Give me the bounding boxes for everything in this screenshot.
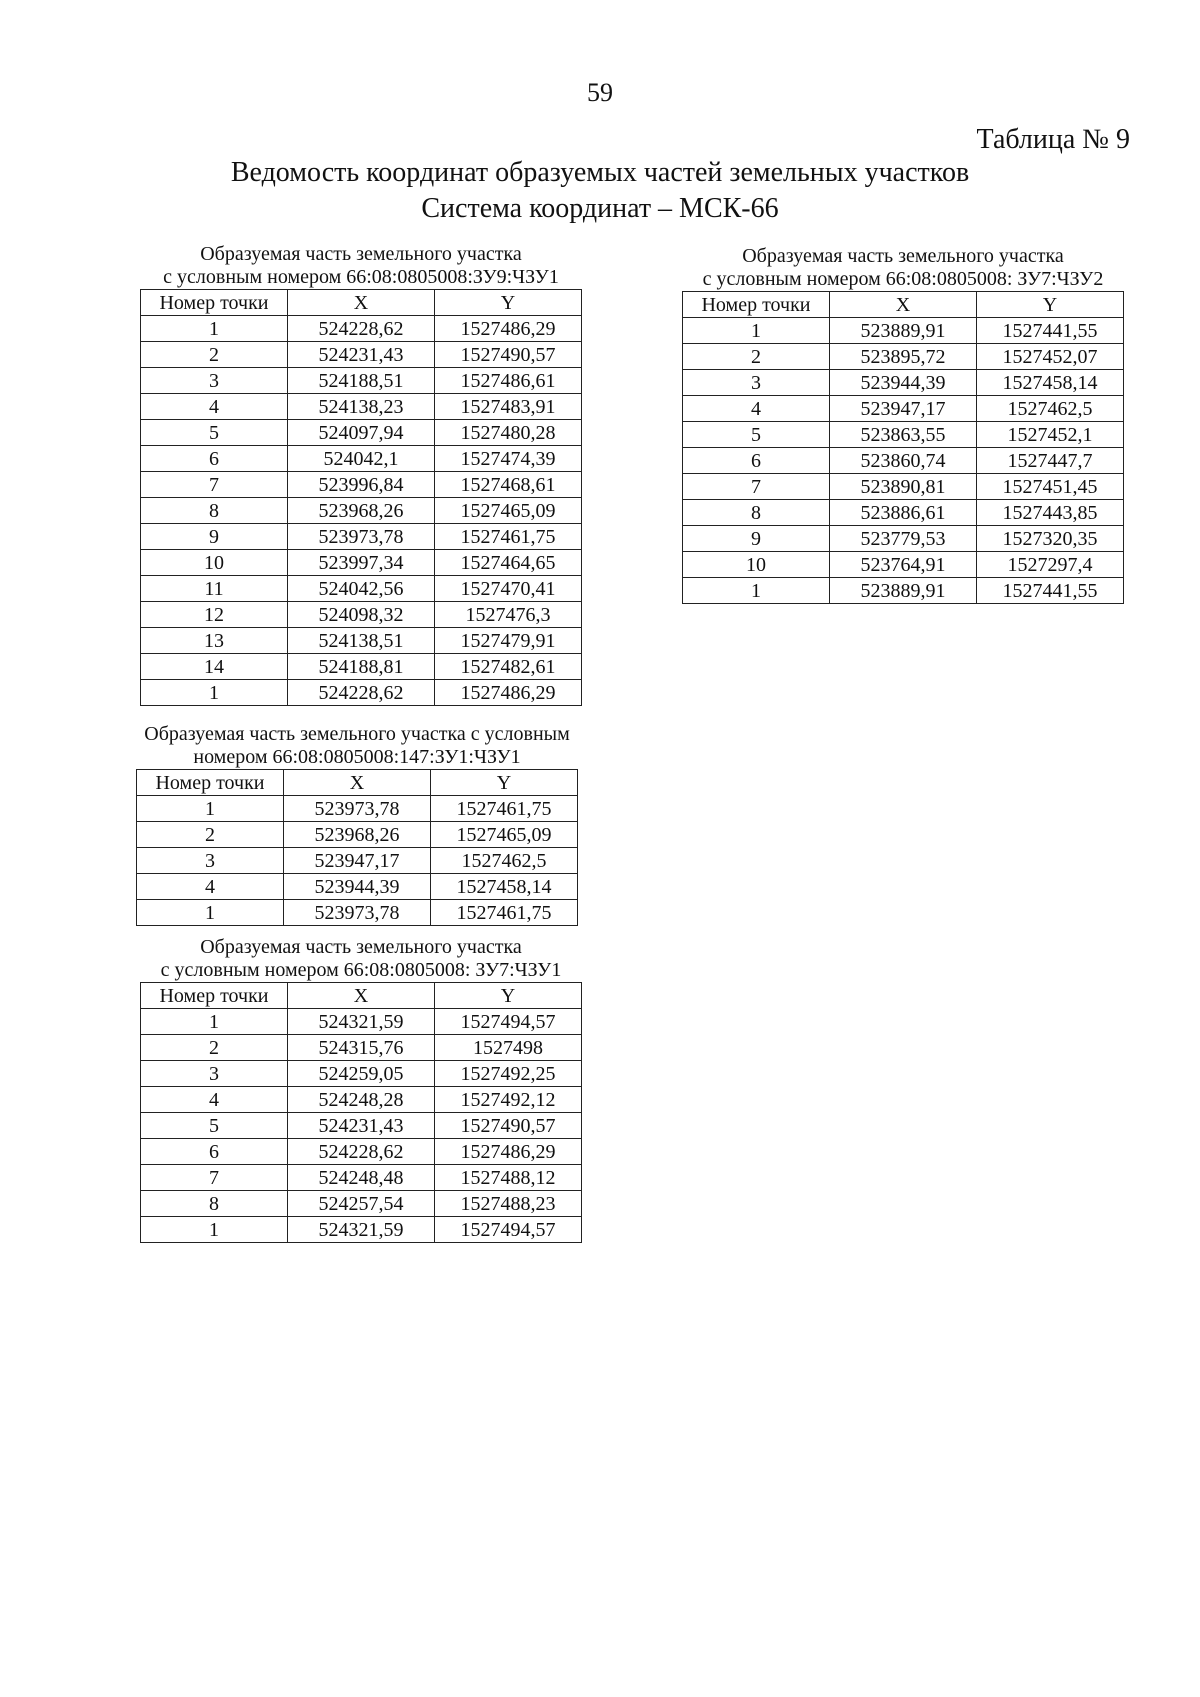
coordinate-block-4 [140,936,582,1243]
point-number-cell: 2 [683,344,830,370]
table-header-row [141,290,582,316]
point-number-cell: 6 [141,1139,288,1165]
page-number: 59 [587,78,613,107]
table-row [137,822,578,848]
coordinate-table-4 [140,982,582,1243]
point-number-cell: 7 [683,474,830,500]
table-row [141,1113,582,1139]
coordinate-block-1 [140,243,582,706]
table-row [141,654,582,680]
x-coordinate-cell: 524228,62 [288,680,435,706]
point-number-cell: 2 [141,1035,288,1061]
y-coordinate-cell: 1527320,35 [977,526,1124,552]
header-y: Y [435,290,582,316]
x-coordinate-cell: 524042,56 [288,576,435,602]
block-3-caption [136,723,578,769]
table-row [141,1217,582,1243]
y-coordinate-cell: 1527492,25 [435,1061,582,1087]
point-number-cell: 1 [141,680,288,706]
y-coordinate-cell: 1527488,23 [435,1191,582,1217]
table-row [141,1009,582,1035]
y-coordinate-cell: 1527468,61 [435,472,582,498]
point-number-cell: 1 [137,796,284,822]
y-coordinate-cell: 1527465,09 [431,822,578,848]
header-x: X [288,290,435,316]
x-coordinate-cell: 523944,39 [284,874,431,900]
table-row [141,420,582,446]
header-y: Y [435,983,582,1009]
table-row [683,448,1124,474]
point-number-cell: 14 [141,654,288,680]
caption-line-1: Образуемая часть земельного участка с условным [144,723,570,745]
header-y: Y [977,292,1124,318]
table-row [141,576,582,602]
table-header-row [137,770,578,796]
block-2-caption [682,245,1124,291]
y-coordinate-cell: 1527486,29 [435,1139,582,1165]
header-x: X [284,770,431,796]
point-number-cell: 6 [141,446,288,472]
table-row [141,602,582,628]
table-row [683,344,1124,370]
x-coordinate-cell: 524188,51 [288,368,435,394]
x-coordinate-cell: 523947,17 [284,848,431,874]
y-coordinate-cell: 1527486,61 [435,368,582,394]
point-number-cell: 8 [683,500,830,526]
y-coordinate-cell: 1527441,55 [977,578,1124,604]
point-number-cell: 1 [137,900,284,926]
point-number-cell: 7 [141,472,288,498]
x-coordinate-cell: 524231,43 [288,342,435,368]
table-header-row [683,292,1124,318]
x-coordinate-cell: 523968,26 [288,498,435,524]
table-row [683,370,1124,396]
coordinate-table-2 [682,291,1124,604]
table-header-row [141,983,582,1009]
y-coordinate-cell: 1527480,28 [435,420,582,446]
point-number-cell: 1 [683,318,830,344]
y-coordinate-cell: 1527488,12 [435,1165,582,1191]
x-coordinate-cell: 523996,84 [288,472,435,498]
y-coordinate-cell: 1527447,7 [977,448,1124,474]
x-coordinate-cell: 524231,43 [288,1113,435,1139]
y-coordinate-cell: 1527462,5 [431,848,578,874]
x-coordinate-cell: 523779,53 [830,526,977,552]
x-coordinate-cell: 524321,59 [288,1009,435,1035]
table-row [141,1139,582,1165]
y-coordinate-cell: 1527462,5 [977,396,1124,422]
header-point-number: Номер точки [137,770,284,796]
title-line-1: Ведомость координат образуемых частей земельных участков [230,157,970,188]
point-number-cell: 3 [683,370,830,396]
x-coordinate-cell: 523764,91 [830,552,977,578]
point-number-cell: 9 [141,524,288,550]
x-coordinate-cell: 524259,05 [288,1061,435,1087]
y-coordinate-cell: 1527458,14 [977,370,1124,396]
header-x: X [288,983,435,1009]
x-coordinate-cell: 524228,62 [288,316,435,342]
point-number-cell: 2 [141,342,288,368]
caption-line-1: Образуемая часть земельного участка [742,245,1064,267]
table-label: Таблица № 9 [976,124,1130,155]
point-number-cell: 3 [141,368,288,394]
point-number-cell: 4 [141,1087,288,1113]
point-number-cell: 5 [683,422,830,448]
table-row [683,422,1124,448]
point-number-cell: 1 [141,1217,288,1243]
y-coordinate-cell: 1527465,09 [435,498,582,524]
x-coordinate-cell: 524097,94 [288,420,435,446]
caption-line-2: с условным номером 66:08:0805008: ЗУ7:ЧЗУ2 [702,268,1104,290]
y-coordinate-cell: 1527490,57 [435,1113,582,1139]
point-number-cell: 11 [141,576,288,602]
table-row [683,396,1124,422]
table-row [141,628,582,654]
y-coordinate-cell: 1527461,75 [431,900,578,926]
table-row [141,680,582,706]
point-number-cell: 1 [141,1009,288,1035]
point-number-cell: 2 [137,822,284,848]
point-number-cell: 8 [141,1191,288,1217]
table-row [683,578,1124,604]
point-number-cell: 12 [141,602,288,628]
header-point-number: Номер точки [141,983,288,1009]
y-coordinate-cell: 1527297,4 [977,552,1124,578]
y-coordinate-cell: 1527461,75 [435,524,582,550]
table-row [141,1035,582,1061]
point-number-cell: 1 [683,578,830,604]
x-coordinate-cell: 524248,48 [288,1165,435,1191]
point-number-cell: 13 [141,628,288,654]
table-row [683,552,1124,578]
table-row [141,550,582,576]
x-coordinate-cell: 523890,81 [830,474,977,500]
x-coordinate-cell: 523997,34 [288,550,435,576]
y-coordinate-cell: 1527452,1 [977,422,1124,448]
x-coordinate-cell: 523973,78 [288,524,435,550]
point-number-cell: 6 [683,448,830,474]
y-coordinate-cell: 1527458,14 [431,874,578,900]
y-coordinate-cell: 1527464,65 [435,550,582,576]
point-number-cell: 8 [141,498,288,524]
x-coordinate-cell: 523889,91 [830,318,977,344]
point-number-cell: 9 [683,526,830,552]
caption-line-1: Образуемая часть земельного участка [200,243,522,265]
header-point-number: Номер точки [683,292,830,318]
point-number-cell: 10 [683,552,830,578]
y-coordinate-cell: 1527483,91 [435,394,582,420]
coordinate-table-3 [136,769,578,926]
y-coordinate-cell: 1527461,75 [431,796,578,822]
x-coordinate-cell: 524098,32 [288,602,435,628]
coordinate-block-2 [682,245,1124,604]
table-row [137,848,578,874]
x-coordinate-cell: 523895,72 [830,344,977,370]
x-coordinate-cell: 524321,59 [288,1217,435,1243]
x-coordinate-cell: 523973,78 [284,900,431,926]
caption-line-2: с условным номером 66:08:0805008: ЗУ7:ЧЗУ1 [160,959,562,981]
block-4-caption [140,936,582,982]
point-number-cell: 1 [141,316,288,342]
coordinate-block-3 [136,723,578,926]
x-coordinate-cell: 523889,91 [830,578,977,604]
point-number-cell: 3 [137,848,284,874]
y-coordinate-cell: 1527494,57 [435,1217,582,1243]
point-number-cell: 4 [137,874,284,900]
header-x: X [830,292,977,318]
table-row [141,342,582,368]
x-coordinate-cell: 523973,78 [284,796,431,822]
y-coordinate-cell: 1527482,61 [435,654,582,680]
x-coordinate-cell: 524248,28 [288,1087,435,1113]
table-row [141,472,582,498]
table-row [141,316,582,342]
point-number-cell: 5 [141,420,288,446]
table-row [683,318,1124,344]
point-number-cell: 3 [141,1061,288,1087]
x-coordinate-cell: 523968,26 [284,822,431,848]
table-row [141,524,582,550]
table-row [683,526,1124,552]
y-coordinate-cell: 1527490,57 [435,342,582,368]
y-coordinate-cell: 1527486,29 [435,316,582,342]
header-y: Y [431,770,578,796]
y-coordinate-cell: 1527470,41 [435,576,582,602]
y-coordinate-cell: 1527452,07 [977,344,1124,370]
coordinate-table-1 [140,289,582,706]
point-number-cell: 5 [141,1113,288,1139]
table-row [141,1061,582,1087]
header-point-number: Номер точки [141,290,288,316]
y-coordinate-cell: 1527476,3 [435,602,582,628]
table-row [137,874,578,900]
x-coordinate-cell: 524257,54 [288,1191,435,1217]
block-1-caption [140,243,582,289]
y-coordinate-cell: 1527474,39 [435,446,582,472]
y-coordinate-cell: 1527443,85 [977,500,1124,526]
y-coordinate-cell: 1527451,45 [977,474,1124,500]
document-title [0,155,1200,227]
caption-line-1: Образуемая часть земельного участка [200,936,522,958]
y-coordinate-cell: 1527494,57 [435,1009,582,1035]
x-coordinate-cell: 524138,23 [288,394,435,420]
x-coordinate-cell: 523886,61 [830,500,977,526]
title-line-2: Система координат – МСК-66 [421,193,779,224]
point-number-cell: 4 [683,396,830,422]
y-coordinate-cell: 1527441,55 [977,318,1124,344]
y-coordinate-cell: 1527492,12 [435,1087,582,1113]
table-row [141,1191,582,1217]
x-coordinate-cell: 524315,76 [288,1035,435,1061]
table-row [683,500,1124,526]
caption-line-2: с условным номером 66:08:0805008:ЗУ9:ЧЗУ1 [163,266,559,288]
x-coordinate-cell: 523944,39 [830,370,977,396]
table-row [141,394,582,420]
x-coordinate-cell: 524228,62 [288,1139,435,1165]
x-coordinate-cell: 524188,81 [288,654,435,680]
x-coordinate-cell: 523947,17 [830,396,977,422]
y-coordinate-cell: 1527498 [435,1035,582,1061]
x-coordinate-cell: 523863,55 [830,422,977,448]
table-row [137,900,578,926]
y-coordinate-cell: 1527479,91 [435,628,582,654]
table-row [141,1165,582,1191]
x-coordinate-cell: 524042,1 [288,446,435,472]
table-row [137,796,578,822]
x-coordinate-cell: 524138,51 [288,628,435,654]
table-row [141,498,582,524]
x-coordinate-cell: 523860,74 [830,448,977,474]
point-number-cell: 7 [141,1165,288,1191]
point-number-cell: 4 [141,394,288,420]
table-row [141,368,582,394]
table-row [141,1087,582,1113]
y-coordinate-cell: 1527486,29 [435,680,582,706]
point-number-cell: 10 [141,550,288,576]
caption-line-2: номером 66:08:0805008:147:ЗУ1:ЧЗУ1 [193,746,521,768]
table-row [141,446,582,472]
table-row [683,474,1124,500]
